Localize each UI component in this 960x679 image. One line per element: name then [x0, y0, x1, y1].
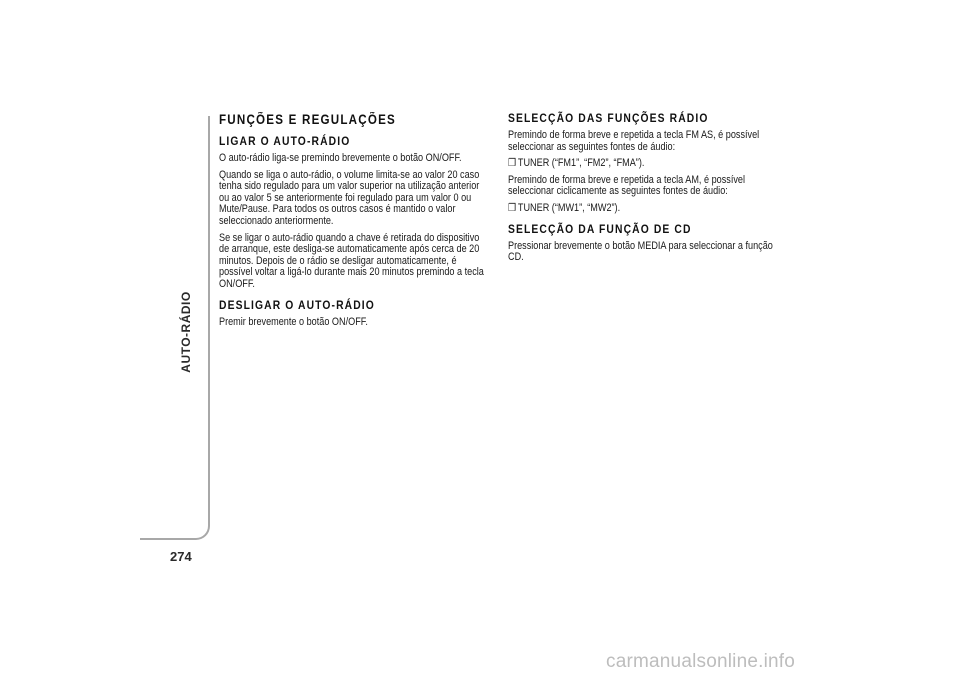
checkbox-bullet-icon: ❒	[508, 157, 517, 170]
paragraph-volume-limit: Quando se liga o auto-rádio, o volume limita-se ao valor 20 caso tenha sido regulado para um valor superior na utilização anterior ou ao valor 5 se anteriormente foi regulado para um valor 0 ou Mute/Pause. Para todos os outros casos é mantido o valor seleccionado anteriormente.	[219, 168, 480, 227]
paragraph-turn-off: Premir brevemente o botão ON/OFF.	[219, 315, 368, 328]
page-title: FUNÇÕES E REGULAÇÕES	[219, 112, 396, 127]
paragraph-fm-as: Premindo de forma breve e repetida a tecla FM AS, é possível seleccionar as seguintes fontes de áudio:	[508, 129, 760, 153]
paragraph-turn-on: O auto-rádio liga-se premindo brevemente o botão ON/OFF.	[219, 152, 462, 164]
paragraph-media: Pressionar brevemente o botão MEDIA para seleccionar a função CD.	[508, 239, 773, 264]
list-item-fm	[508, 158, 781, 170]
right-column	[508, 112, 781, 269]
heading-cd-function: SELECÇÃO DA FUNÇÃO DE CD	[508, 221, 692, 236]
page-number: 274	[170, 549, 192, 564]
checkbox-bullet-icon: ❒	[508, 201, 517, 214]
heading-turn-on-radio: LIGAR O AUTO-RÁDIO	[219, 134, 351, 148]
heading-radio-functions: SELECÇÃO DAS FUNÇÕES RÁDIO	[508, 111, 709, 125]
heading-turn-off-radio: DESLIGAR O AUTO-RÁDIO	[219, 297, 375, 312]
left-column	[219, 112, 492, 333]
page-frame	[140, 116, 210, 540]
watermark: carmanualsonline.info	[606, 651, 796, 672]
side-section-label: AUTO-RÁDIO	[179, 291, 193, 373]
paragraph-am: Premindo de forma breve e repetida a tecla AM, é possível seleccionar ciclicamente as seguintes fontes de áudio:	[508, 173, 746, 198]
list-item-mw	[508, 203, 781, 215]
paragraph-auto-off: Se se ligar o auto-rádio quando a chave é retirada do dispositivo de arranque, este desliga-se automaticamente após cerca de 20 minutos. Depois de o rádio se desligar automaticamente, é possível voltar a ligá-lo durante mais 20 minutos premindo a tecla ON/OFF.	[219, 231, 484, 290]
list-item-text: TUNER (“FM1”, “FM2”, “FMA”).	[517, 157, 645, 170]
list-item-text: TUNER (“MW1”, “MW2”).	[517, 201, 621, 214]
